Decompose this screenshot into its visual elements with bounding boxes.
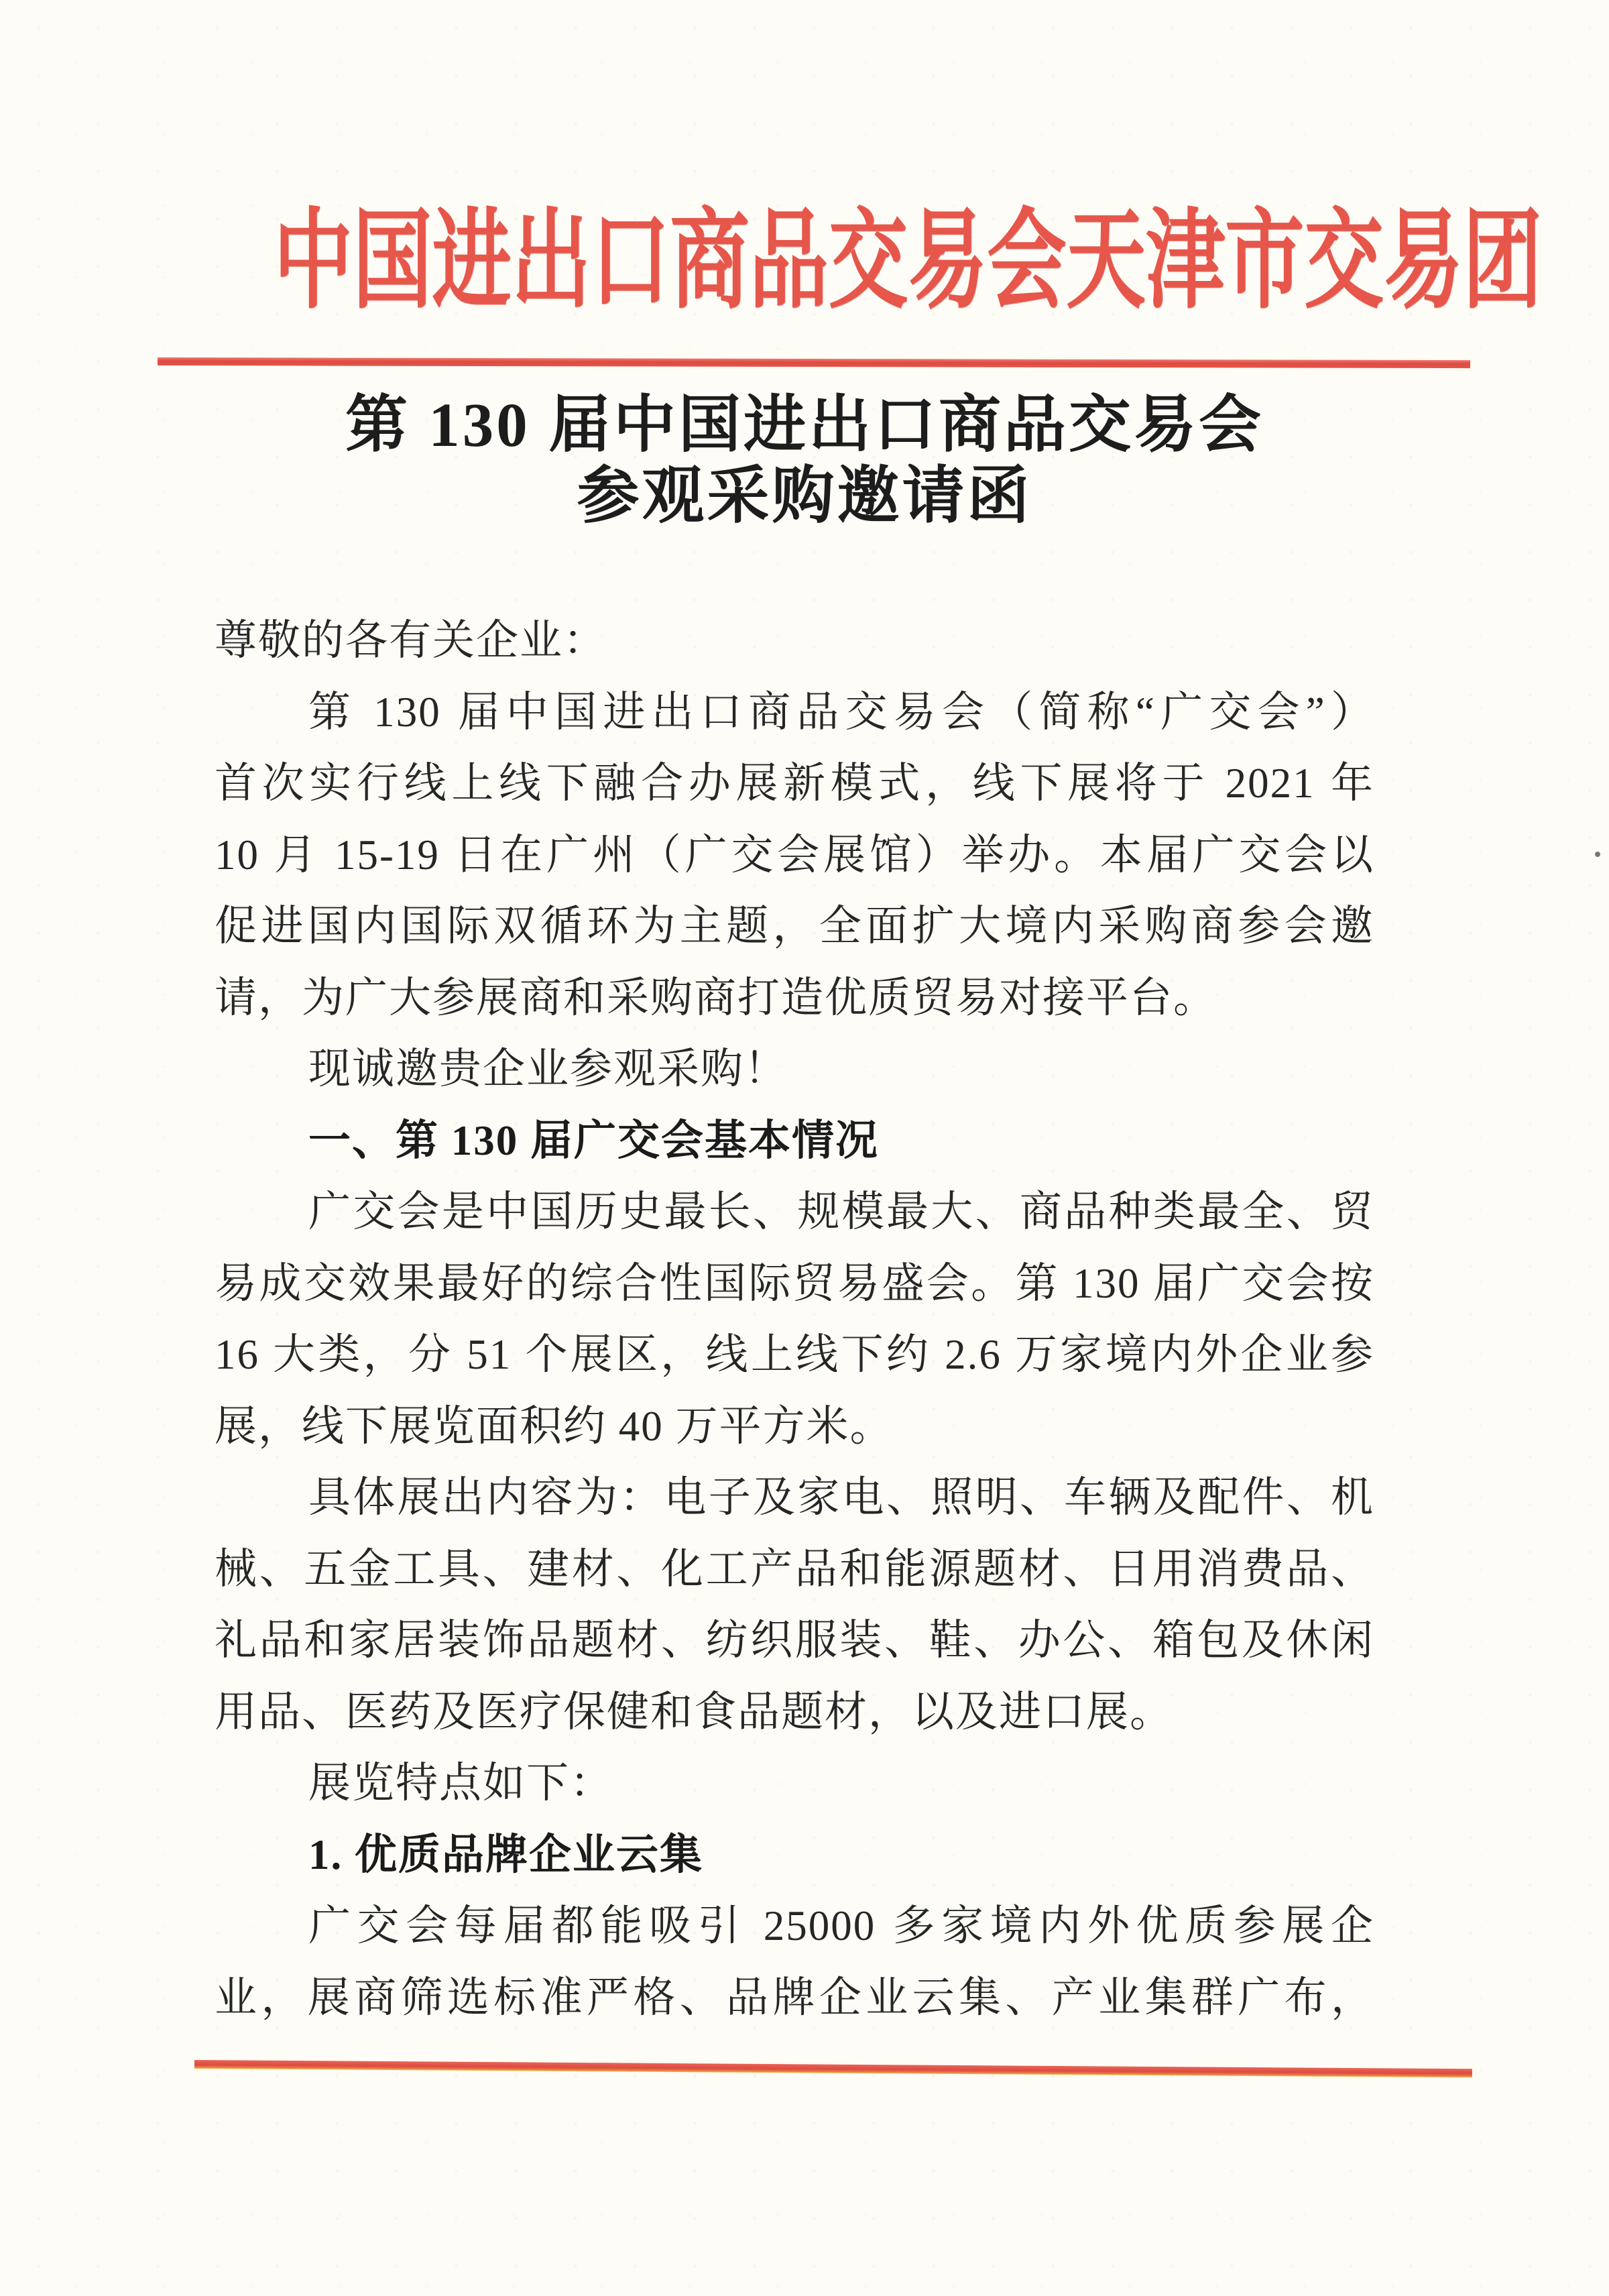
section-heading-1: 一、第 130 届广交会基本情况: [308, 1116, 879, 1164]
letter-body: [215, 605, 1374, 2033]
body-line: 礼品和家居装饰品题材、纺织服装、鞋、办公、箱包及休闲: [215, 1617, 1374, 1664]
organization-title: [0, 202, 1609, 322]
body-line: 请，为广大参展商和采购商打造优质贸易对接平台。: [215, 974, 1217, 1021]
body-line: 用品、医药及医疗保健和食品题材，以及进口展。: [215, 1688, 1173, 1735]
section-heading-2: 1. 优质品牌企业云集: [308, 1831, 703, 1878]
body-line: 械、五金工具、建材、化工产品和能源题材、日用消费品、: [215, 1545, 1374, 1593]
body-line: 展，线下展览面积约 40 万平方米。: [215, 1402, 894, 1450]
salutation-line: 尊敬的各有关企业：: [215, 617, 607, 664]
header-red-rule: [158, 357, 1470, 368]
body-line: 首次实行线上线下融合办展新模式，线下展将于 2021 年: [215, 760, 1374, 807]
body-line: 10 月 15-19 日在广州（广交会展馆）举办。本届广交会以: [215, 831, 1374, 878]
body-line: 现诚邀贵企业参观采购！: [308, 1045, 788, 1092]
document-title-line2: 参观采购邀请函: [577, 462, 1032, 531]
document-title: [0, 390, 1609, 532]
body-line: 促进国内国际双循环为主题，全面扩大境内采购商参会邀: [215, 903, 1374, 950]
body-line: 16 大类，分 51 个展区，线上线下约 2.6 万家境内外企业参: [215, 1331, 1374, 1378]
body-line: 展览特点如下：: [308, 1760, 613, 1806]
body-line: 第 130 届中国进出口商品交易会（简称“广交会”）: [308, 688, 1374, 736]
document-title-line1: 第 130 届中国进出口商品交易会: [345, 391, 1264, 460]
footer-red-rule: [194, 2060, 1472, 2077]
body-line: 业，展商筛选标准严格、品牌企业云集、产业集群广布，: [215, 1973, 1374, 2021]
body-line: 具体展出内容为：电子及家电、照明、车辆及配件、机: [308, 1474, 1374, 1521]
body-line: 易成交效果最好的综合性国际贸易盛会。第 130 届广交会按: [215, 1259, 1374, 1307]
organization-title-text: 中国进出口商品交易会天津市交易团: [273, 202, 1543, 322]
body-line: 广交会每届都能吸引 25000 多家境内外优质参展企: [308, 1902, 1374, 1949]
scan-artifact-dot: [1595, 852, 1600, 857]
body-line: 广交会是中国历史最长、规模最大、商品种类最全、贸: [308, 1188, 1374, 1235]
